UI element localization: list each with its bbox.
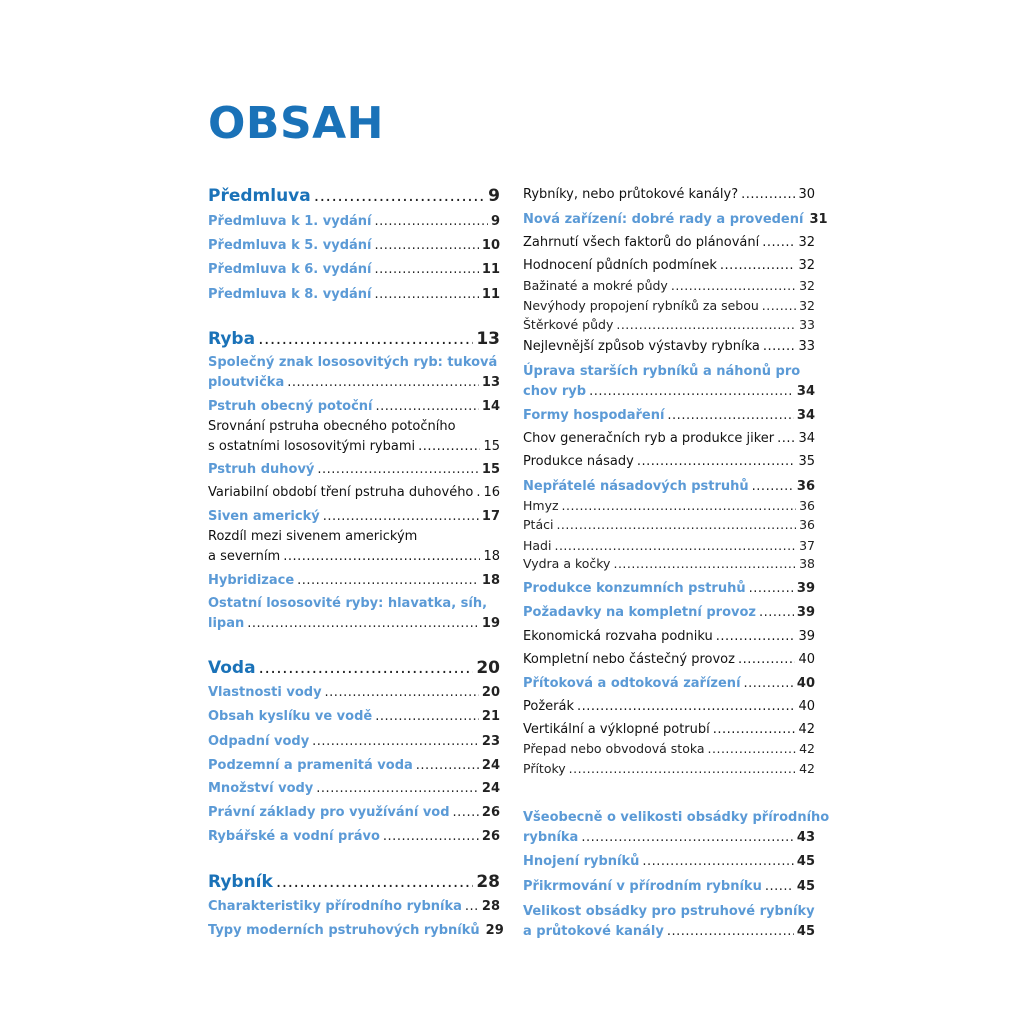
dot-leader (375, 288, 479, 301)
toc-entry[interactable] (523, 558, 815, 571)
toc-entry-label: Předmluva k 6. vydání (208, 262, 372, 277)
toc-entry[interactable] (523, 677, 815, 690)
page-number: 20 (481, 685, 500, 700)
toc-entry-label: Předmluva (208, 186, 311, 206)
toc-entry-label: Hodnocení půdních podmínek (523, 258, 717, 273)
toc-entry[interactable] (208, 830, 500, 843)
toc-entry-label: Podzemní a pramenitá voda (208, 758, 413, 773)
toc-entry-label: Rybník (208, 872, 273, 892)
page-number: 16 (483, 485, 500, 500)
toc-entry-label: lipan (208, 616, 245, 631)
page-number: 39 (796, 605, 815, 620)
toc-entry-label: Hnojení rybníků (523, 854, 640, 869)
toc-entry[interactable] (523, 409, 815, 422)
toc-chapter[interactable] (208, 874, 500, 891)
dot-leader (762, 300, 796, 313)
toc-entry-label: Variabilní období tření pstruha duhového (208, 485, 474, 500)
page-number: 24 (481, 758, 500, 773)
dot-leader (667, 409, 793, 422)
dot-leader (258, 331, 473, 348)
toc-entry[interactable] (208, 288, 500, 301)
toc-entry[interactable] (208, 806, 500, 819)
toc-entry-label: Přepad nebo obvodová stoka (523, 741, 705, 756)
toc-entry-label: Předmluva k 1. vydání (208, 214, 372, 229)
dot-leader (671, 280, 796, 293)
toc-entry-label: Hadi (523, 538, 552, 553)
toc-entry[interactable] (523, 259, 815, 272)
toc-entry[interactable] (208, 759, 500, 772)
toc-entry[interactable] (523, 519, 815, 532)
toc-entry-label: a průtokové kanály (523, 924, 664, 939)
toc-entry[interactable] (523, 280, 815, 293)
page-number: 23 (481, 734, 500, 749)
toc-entry-label: Pstruh duhový (208, 462, 315, 477)
toc-chapter[interactable] (208, 188, 500, 205)
toc-entry-label: Přikrmování v přírodním rybníku (523, 879, 762, 894)
toc-entry[interactable] (208, 463, 500, 476)
dot-leader (562, 500, 797, 513)
toc-entry[interactable] (523, 855, 815, 868)
toc-entry-label: Předmluva k 8. vydání (208, 287, 372, 302)
toc-entry-label: Rybníky, nebo průtokové kanály? (523, 187, 739, 202)
toc-entry-label: Voda (208, 658, 256, 678)
dot-leader (613, 558, 796, 571)
toc-entry-label: Obsah kyslíku ve vodě (208, 709, 373, 724)
page-number: 17 (481, 509, 500, 524)
toc-entry[interactable] (523, 540, 815, 553)
page-number: 35 (798, 454, 815, 469)
dot-leader (375, 239, 479, 252)
dot-leader (708, 743, 797, 756)
toc-entry-label: rybníka (523, 830, 579, 845)
toc-chapter[interactable] (208, 660, 500, 677)
toc-entry-label: Zahrnutí všech faktorů do plánování (523, 235, 760, 250)
toc-entry-label-line1: Velikost obsádky pro pstruhové rybníky (523, 904, 815, 919)
page-number: 15 (481, 462, 500, 477)
toc-entry[interactable] (523, 831, 815, 844)
page-number: 42 (799, 761, 815, 776)
toc-entry[interactable] (523, 582, 815, 595)
dot-leader (720, 259, 796, 272)
toc-entry[interactable] (523, 723, 815, 736)
page-number: 26 (481, 829, 500, 844)
page-number: 18 (483, 549, 500, 564)
page-number: 32 (799, 298, 815, 313)
page-number: 42 (798, 722, 815, 737)
toc-entry[interactable] (208, 486, 500, 499)
page-number: 11 (481, 262, 500, 277)
dot-leader (554, 540, 796, 553)
dot-leader (577, 700, 795, 713)
toc-entry-label: Charakteristiky přírodního rybníka (208, 899, 462, 914)
toc-entry[interactable] (523, 319, 815, 332)
page-number: 26 (481, 805, 500, 820)
toc-entry-label: Ryba (208, 329, 256, 349)
toc-entry[interactable] (523, 188, 815, 201)
page-number: 42 (799, 741, 815, 756)
toc-entry-label: Hmyz (523, 498, 559, 513)
page-number: 18 (481, 573, 500, 588)
dot-leader (716, 630, 796, 643)
dot-leader (569, 763, 796, 776)
dot-leader (276, 874, 474, 891)
dot-leader (637, 455, 796, 468)
toc-entry-label-line1: Rozdíl mezi sivenem americkým (208, 529, 418, 544)
dot-leader (297, 574, 479, 587)
toc-entry-label: Produkce násady (523, 454, 634, 469)
toc-entry[interactable] (523, 606, 815, 619)
dot-leader (375, 215, 488, 228)
page-number: 45 (796, 879, 815, 894)
toc-entry[interactable] (523, 300, 815, 313)
page-number: 28 (481, 899, 500, 914)
page-number: 43 (796, 830, 815, 845)
page-number: 21 (481, 709, 500, 724)
dot-leader (283, 550, 480, 563)
toc-entry-label: Bažinaté a mokré půdy (523, 278, 668, 293)
toc-entry[interactable] (208, 376, 500, 389)
dot-leader (581, 831, 794, 844)
page-number: 11 (481, 287, 500, 302)
toc-entry-label: Formy hospodaření (523, 408, 665, 423)
toc-entry[interactable] (208, 735, 500, 748)
page-number: 13 (481, 375, 500, 390)
toc-entry-label: Ekonomická rozvaha podniku (523, 629, 713, 644)
toc-entry-label: Množství vody (208, 781, 314, 796)
page-number: 32 (799, 278, 815, 293)
dot-leader (589, 385, 794, 398)
dot-leader (287, 376, 479, 389)
page-number: 24 (481, 781, 500, 796)
toc-entry[interactable] (523, 385, 815, 398)
page-number: 40 (798, 652, 815, 667)
toc-chapter[interactable] (208, 331, 500, 348)
toc-entry-label: chov ryb (523, 384, 587, 399)
dot-leader (777, 432, 795, 445)
page-number: 9 (488, 186, 500, 206)
toc-entry[interactable] (208, 400, 500, 413)
toc-entry[interactable] (523, 212, 828, 227)
toc-entry-label: Ptáci (523, 517, 554, 532)
toc-entry[interactable] (523, 480, 815, 493)
dot-leader (667, 925, 794, 938)
dot-leader (556, 519, 796, 532)
dot-leader (741, 188, 795, 201)
page-number: 36 (799, 498, 815, 513)
dot-leader (713, 723, 796, 736)
toc-entry-label: Požadavky na kompletní provoz (523, 605, 756, 620)
toc-entry-label: Požerák (523, 699, 574, 714)
toc-entry[interactable] (523, 630, 815, 643)
toc-entry-label-line1: Ostatní lososovité ryby: hlavatka, síh, (208, 596, 488, 611)
toc-entry-label: Produkce konzumních pstruhů (523, 581, 746, 596)
dot-leader (765, 880, 794, 893)
dot-leader (465, 900, 479, 913)
dot-leader (375, 263, 479, 276)
page-number: 9 (490, 214, 500, 229)
page-number: 34 (798, 431, 815, 446)
toc-entry-label: Pstruh obecný potoční (208, 399, 373, 414)
toc-entry[interactable] (523, 925, 815, 938)
toc-entry[interactable] (208, 510, 500, 523)
page-number: 32 (798, 235, 815, 250)
toc-entry-label: a severním (208, 549, 281, 564)
toc-entry-label: Štěrkové půdy (523, 317, 614, 332)
toc-entry-label: Vlastnosti vody (208, 685, 322, 700)
dot-leader (738, 653, 796, 666)
dot-leader (762, 236, 795, 249)
dot-leader (323, 510, 479, 523)
dot-leader (749, 582, 794, 595)
page-number: 33 (799, 317, 815, 332)
toc-entry[interactable] (523, 455, 815, 468)
toc-entry[interactable] (208, 686, 500, 699)
page-number: 29 (485, 923, 504, 938)
page-number: 34 (796, 384, 815, 399)
dot-leader (642, 855, 794, 868)
dot-leader (759, 606, 794, 619)
page-number: 10 (481, 238, 500, 253)
page-number: 40 (798, 699, 815, 714)
toc-entry[interactable] (523, 700, 815, 713)
dot-leader (416, 759, 479, 772)
page-number: 36 (799, 517, 815, 532)
dot-leader (383, 830, 479, 843)
page-number: 39 (796, 581, 815, 596)
toc-entry[interactable] (523, 432, 815, 445)
page-number: 40 (796, 676, 815, 691)
toc-entry[interactable] (523, 653, 815, 666)
toc-entry-label: Rybářské a vodní právo (208, 829, 380, 844)
page-number: 13 (476, 329, 500, 349)
dot-leader (418, 440, 480, 453)
dot-leader (616, 319, 796, 332)
dot-leader (744, 677, 794, 690)
page-number: 33 (798, 339, 815, 354)
dot-leader (453, 806, 479, 819)
toc-entry-label-line1: Úprava starších rybníků a náhonů pro (523, 364, 801, 379)
toc-entry-label: Vertikální a výklopné potrubí (523, 722, 710, 737)
dot-leader (325, 686, 479, 699)
toc-entry[interactable] (523, 500, 815, 513)
toc-entry[interactable] (208, 923, 504, 938)
page-title: OBSAH (208, 98, 385, 149)
toc-entry-label: Přítoky (523, 761, 566, 776)
page-number: 28 (476, 872, 500, 892)
toc-entry-label-line1: Společný znak lososovitých ryb: tuková (208, 355, 498, 370)
toc-entry-label: s ostatními lososovitými rybami (208, 439, 416, 454)
page-number: 20 (476, 658, 500, 678)
page-number: 15 (483, 439, 500, 454)
dot-leader (317, 463, 479, 476)
toc-entry[interactable] (523, 340, 815, 353)
toc-entry-label: Nepřátelé násadových pstruhů (523, 479, 749, 494)
toc-entry-label: Chov generačních ryb a produkce jiker (523, 431, 775, 446)
toc-entry[interactable] (208, 550, 500, 563)
toc-entry-label: Přítoková a odtoková zařízení (523, 676, 741, 691)
toc-entry-label: Nejlevnější způsob výstavby rybníka (523, 339, 760, 354)
page-number: 45 (796, 854, 815, 869)
page-number: 45 (796, 924, 815, 939)
page-number: 14 (481, 399, 500, 414)
toc-entry[interactable] (208, 239, 500, 252)
dot-leader (476, 486, 480, 499)
page-number: 30 (798, 187, 815, 202)
toc-entry-label: Odpadní vody (208, 734, 310, 749)
toc-entry-label-line1: Všeobecně o velikosti obsádky přírodního (523, 810, 830, 825)
toc-entry-label: Nevýhody propojení rybníků za sebou (523, 298, 759, 313)
dot-leader (376, 400, 479, 413)
dot-leader (316, 782, 479, 795)
dot-leader (312, 735, 479, 748)
toc-entry[interactable] (208, 440, 500, 453)
dot-leader (763, 340, 796, 353)
toc-entry[interactable] (523, 763, 815, 776)
toc-entry-label: Hybridizace (208, 573, 295, 588)
page-number: 31 (809, 212, 828, 227)
toc-entry[interactable] (523, 880, 815, 893)
dot-leader (375, 710, 479, 723)
toc-entry[interactable] (208, 574, 500, 587)
toc-entry-label: Typy moderních pstruhových rybníků (208, 923, 480, 938)
page-number: 38 (799, 556, 815, 571)
dot-leader (752, 480, 794, 493)
toc-entry-label: Siven americký (208, 509, 320, 524)
page-number: 39 (798, 629, 815, 644)
page-number: 19 (481, 616, 500, 631)
toc-entry-label: Předmluva k 5. vydání (208, 238, 372, 253)
toc-entry-label: Právní základy pro využívání vod (208, 805, 450, 820)
page-number: 32 (798, 258, 815, 273)
toc-entry[interactable] (208, 215, 500, 228)
page-number: 37 (799, 538, 815, 553)
toc-entry-label: Vydra a kočky (523, 556, 611, 571)
dot-leader (314, 188, 485, 205)
dot-leader (259, 660, 474, 677)
page-number: 34 (796, 408, 815, 423)
toc-entry-label: Nová zařízení: dobré rady a provedení (523, 212, 804, 227)
dot-leader (247, 617, 479, 630)
toc-entry[interactable] (208, 263, 500, 276)
toc-entry-label: Kompletní nebo částečný provoz (523, 652, 735, 667)
toc-entry-label-line1: Srovnání pstruha obecného potočního (208, 419, 456, 434)
toc-entry-label: ploutvička (208, 375, 285, 390)
page-number: 36 (796, 479, 815, 494)
toc-entry[interactable] (523, 236, 815, 249)
toc-entry[interactable] (208, 710, 500, 723)
toc-entry[interactable] (523, 743, 815, 756)
toc-entry[interactable] (208, 617, 500, 630)
toc-entry[interactable] (208, 900, 500, 913)
toc-entry[interactable] (208, 782, 500, 795)
